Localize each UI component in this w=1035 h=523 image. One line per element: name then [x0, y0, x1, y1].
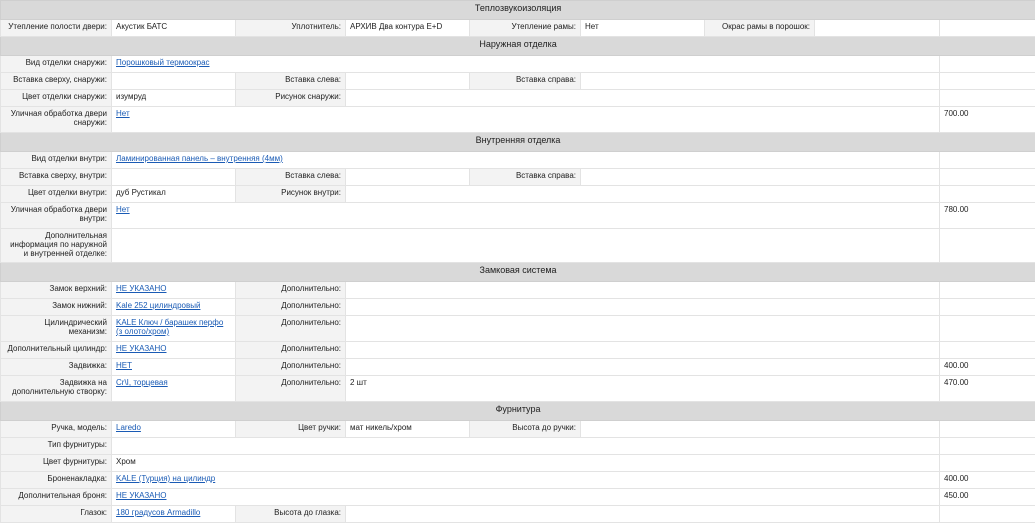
price-cell [940, 90, 1035, 107]
peephole-label: Глазок: [1, 506, 112, 523]
additional-value [346, 316, 940, 342]
price-cell [940, 342, 1035, 359]
extra-cylinder-label: Дополнительный цилиндр: [1, 342, 112, 359]
price-cell [940, 299, 1035, 316]
outer-pattern-label: Рисунок снаружи: [236, 90, 346, 107]
outer-type-label: Вид отделки снаружи: [1, 56, 112, 73]
door-insulation-label: Утепление полости двери: [1, 20, 112, 37]
seal-label: Уплотнитель: [236, 20, 346, 37]
outer-street-price: 700.00 [940, 107, 1035, 133]
price-cell [940, 316, 1035, 342]
inner-type-link[interactable]: Ламинированная панель – внутренняя (4мм) [116, 154, 283, 163]
outer-top-insert-label: Вставка сверху, снаружи: [1, 73, 112, 90]
additional-value [346, 299, 940, 316]
extra-leaf-bolt-additional: 2 шт [346, 376, 940, 402]
handle-color-value: мат никель/хром [346, 421, 470, 438]
extra-armor-link[interactable]: НЕ УКАЗАНО [116, 491, 167, 500]
fittings-type-label: Тип фурнитуры: [1, 438, 112, 455]
outer-right-insert-value [581, 73, 940, 90]
price-cell [940, 186, 1035, 203]
lower-lock-label: Замок нижний: [1, 299, 112, 316]
inner-street-price: 780.00 [940, 203, 1035, 229]
inner-right-insert-value [581, 169, 940, 186]
handle-model-label: Ручка, модель: [1, 421, 112, 438]
inner-color-value: дуб Рустикал [112, 186, 236, 203]
extra-armor-price: 450.00 [940, 489, 1035, 506]
section-header-fittings: Фурнитура [1, 402, 1035, 421]
price-cell [940, 20, 1035, 37]
price-cell [940, 73, 1035, 90]
additional-label: Дополнительно: [236, 282, 346, 299]
inner-type-label: Вид отделки внутри: [1, 152, 112, 169]
inner-left-insert-label: Вставка слева: [236, 169, 346, 186]
outer-pattern-value [346, 90, 940, 107]
frame-insulation-value: Нет [581, 20, 705, 37]
armor-plate-price: 400.00 [940, 472, 1035, 489]
additional-label: Дополнительно: [236, 342, 346, 359]
outer-left-insert-value [346, 73, 470, 90]
finish-extra-info-label: Дополнительная информация по наружной и внутренней отделке: [1, 229, 112, 263]
outer-color-value: изумруд [112, 90, 236, 107]
outer-top-insert-value [112, 73, 236, 90]
fittings-type-value [112, 438, 940, 455]
fittings-color-value: Хром [112, 455, 940, 472]
outer-left-insert-label: Вставка слева: [236, 73, 346, 90]
door-insulation-value: Акустик БАТС [112, 20, 236, 37]
price-cell [940, 152, 1035, 169]
peephole-height-value [346, 506, 940, 523]
section-header-inner: Внутренняя отделка [1, 133, 1035, 152]
price-cell [940, 282, 1035, 299]
section-header-outer: Наружная отделка [1, 37, 1035, 56]
handle-height-value [581, 421, 940, 438]
cylinder-mechanism-label: Цилиндрический механизм: [1, 316, 112, 342]
handle-color-label: Цвет ручки: [236, 421, 346, 438]
peephole-link[interactable]: 180 градусов Armadillo [116, 508, 200, 517]
upper-lock-label: Замок верхний: [1, 282, 112, 299]
inner-left-insert-value [346, 169, 470, 186]
price-cell [940, 421, 1035, 438]
armor-plate-link[interactable]: KALE (Турция) на цилиндр [116, 474, 215, 483]
section-header-insulation: Теплозвукоизоляция [1, 1, 1035, 20]
finish-extra-info-value [112, 229, 940, 263]
inner-top-insert-value [112, 169, 236, 186]
inner-pattern-value [346, 186, 940, 203]
inner-color-label: Цвет отделки внутри: [1, 186, 112, 203]
price-cell [940, 169, 1035, 186]
inner-pattern-label: Рисунок внутри: [236, 186, 346, 203]
bolt-price: 400.00 [940, 359, 1035, 376]
seal-value: АРХИВ Два контура Е+D [346, 20, 470, 37]
outer-right-insert-label: Вставка справа: [470, 73, 581, 90]
upper-lock-link[interactable]: НЕ УКАЗАНО [116, 284, 167, 293]
frame-insulation-label: Утепление рамы: [470, 20, 581, 37]
additional-label: Дополнительно: [236, 299, 346, 316]
extra-leaf-bolt-label: Задвижка на дополнительную створку: [1, 376, 112, 402]
section-header-lock: Замковая система [1, 263, 1035, 282]
outer-street-label: Уличная обработка двери снаружи: [1, 107, 112, 133]
price-cell [940, 229, 1035, 263]
bolt-link[interactable]: НЕТ [116, 361, 132, 370]
fittings-color-label: Цвет фурнитуры: [1, 455, 112, 472]
additional-label: Дополнительно: [236, 376, 346, 402]
additional-value [346, 342, 940, 359]
frame-powder-paint-value [815, 20, 940, 37]
price-cell [940, 455, 1035, 472]
armor-plate-label: Броненакладка: [1, 472, 112, 489]
handle-height-label: Высота до ручки: [470, 421, 581, 438]
additional-value [346, 359, 940, 376]
outer-street-link[interactable]: Нет [116, 109, 130, 118]
additional-value [346, 282, 940, 299]
outer-type-link[interactable]: Порошковый термоокрас [116, 58, 210, 67]
handle-model-link[interactable]: Laredo [116, 423, 141, 432]
price-cell [940, 56, 1035, 73]
extra-cylinder-link[interactable]: НЕ УКАЗАНО [116, 344, 167, 353]
outer-color-label: Цвет отделки снаружи: [1, 90, 112, 107]
lower-lock-link[interactable]: Kale 252 цилиндровый [116, 301, 200, 310]
inner-street-link[interactable]: Нет [116, 205, 130, 214]
price-cell [940, 438, 1035, 455]
bolt-label: Задвижка: [1, 359, 112, 376]
additional-label: Дополнительно: [236, 316, 346, 342]
inner-right-insert-label: Вставка справа: [470, 169, 581, 186]
price-cell [940, 506, 1035, 523]
extra-leaf-bolt-link[interactable]: Cr\I, торцевая [116, 378, 168, 387]
inner-top-insert-label: Вставка сверху, внутри: [1, 169, 112, 186]
extra-leaf-bolt-price: 470.00 [940, 376, 1035, 402]
peephole-height-label: Высота до глазка: [236, 506, 346, 523]
additional-label: Дополнительно: [236, 359, 346, 376]
extra-armor-label: Дополнительная броня: [1, 489, 112, 506]
inner-street-label: Уличная обработка двери внутри: [1, 203, 112, 229]
cylinder-mechanism-link[interactable]: KALE Ключ / барашек перфо (з олото/хром) [116, 318, 223, 336]
frame-powder-paint-label: Окрас рамы в порошок: [705, 20, 815, 37]
